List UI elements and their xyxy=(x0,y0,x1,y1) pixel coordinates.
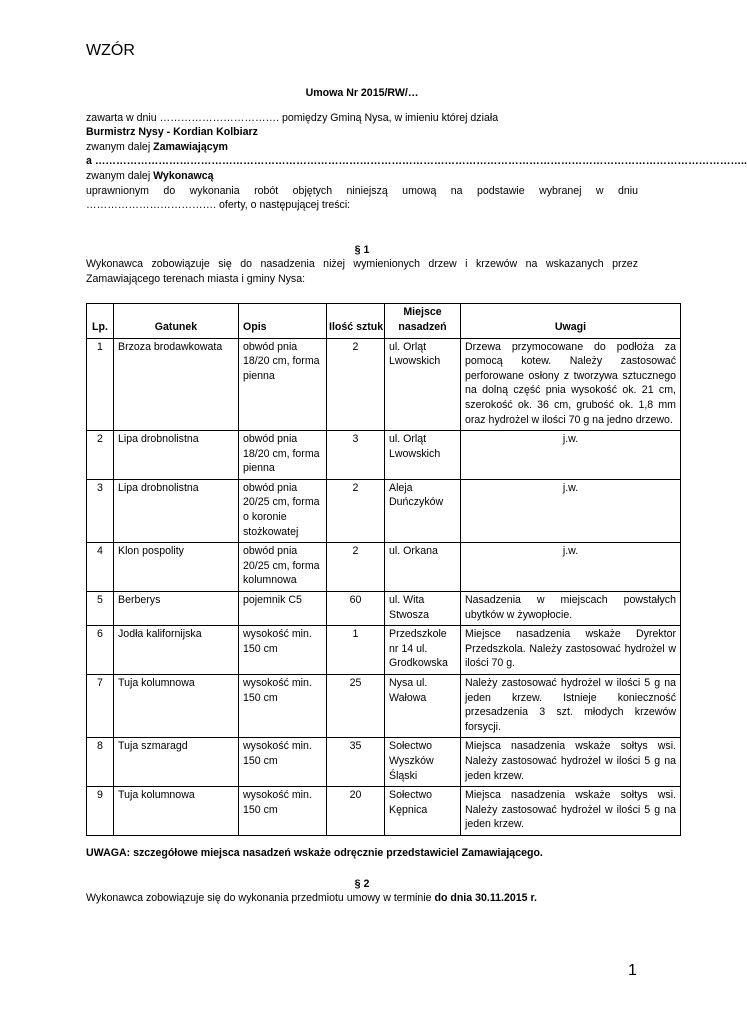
intro-contractor-prefix: zwanym dalej xyxy=(86,169,154,182)
header-gatunek: Gatunek xyxy=(114,303,239,338)
cell-miejsce: Sołectwo Kępnica xyxy=(385,787,461,836)
cell-miejsce: Sołectwo Wyszków Śląski xyxy=(385,738,461,787)
table-row xyxy=(87,787,681,836)
cell-lp: 5 xyxy=(87,592,114,626)
cell-ilosc: 1 xyxy=(327,626,385,675)
header-lp: Lp. xyxy=(87,303,114,338)
section-2-deadline: do dnia 30.11.2015 r. xyxy=(434,892,537,905)
cell-gatunek: Brzoza brodawkowata xyxy=(114,338,239,431)
cell-uwagi: j.w. xyxy=(461,479,681,542)
table-row xyxy=(87,592,681,626)
cell-opis: wysokość min. 150 cm xyxy=(239,675,327,738)
template-label: WZÓR xyxy=(86,42,135,59)
cell-ilosc: 60 xyxy=(327,592,385,626)
cell-uwagi: Nasadzenia w miejscach powstałych ubytków w żywopłocie. xyxy=(461,592,681,626)
cell-gatunek: Tuja kolumnowa xyxy=(114,787,239,836)
cell-gatunek: Tuja kolumnowa xyxy=(114,675,239,738)
header-opis: Opis xyxy=(239,303,327,338)
cell-opis: obwód pnia 20/25 cm, forma o koronie stożkowatej xyxy=(239,479,327,542)
cell-lp: 2 xyxy=(87,431,114,480)
cell-opis: obwód pnia 18/20 cm, forma pienna xyxy=(239,338,327,431)
planting-table xyxy=(86,303,681,836)
cell-miejsce: Przedszkole nr 14 ul. Grodkowska xyxy=(385,626,461,675)
cell-gatunek: Lipa drobnolistna xyxy=(114,479,239,542)
cell-ilosc: 25 xyxy=(327,675,385,738)
intro-client-prefix: zwanym dalej xyxy=(86,140,154,153)
table-row xyxy=(87,431,681,480)
section-2-text xyxy=(86,891,638,906)
intro-line-client xyxy=(86,140,638,155)
section-1-text-line2: Zamawiającego terenach miasta i gminy Nysa: xyxy=(86,272,306,285)
contract-title: Umowa Nr 2015/RW/… xyxy=(305,87,419,99)
intro-contractor-term: Wykonawcą xyxy=(153,169,214,182)
cell-ilosc: 2 xyxy=(327,543,385,592)
section-2-heading: § 2 xyxy=(354,877,370,890)
cell-uwagi: j.w. xyxy=(461,543,681,592)
cell-miejsce: ul. Orkana xyxy=(385,543,461,592)
cell-ilosc: 20 xyxy=(327,787,385,836)
section-2-text-prefix: Wykonawca zobowiązuje się do wykonania przedmiotu umowy w terminie xyxy=(86,892,435,905)
cell-miejsce: ul. Wita Stwosza xyxy=(385,592,461,626)
cell-ilosc: 2 xyxy=(327,479,385,542)
intro-client-term: Zamawiającym xyxy=(153,140,228,153)
table-row xyxy=(87,675,681,738)
cell-miejsce: Nysa ul. Wałowa xyxy=(385,675,461,738)
cell-opis: wysokość min. 150 cm xyxy=(239,787,327,836)
table-row xyxy=(87,626,681,675)
cell-opis: wysokość min. 150 cm xyxy=(239,738,327,787)
cell-miejsce: ul. Orląt Lwowskich xyxy=(385,431,461,480)
table-row xyxy=(87,479,681,542)
cell-miejsce: Aleja Duńczyków xyxy=(385,479,461,542)
cell-lp: 3 xyxy=(87,479,114,542)
cell-uwagi: Miejsca nasadzenia wskaże sołtys wsi. Należy zastosować hydrożel w ilości 5 g na jeden krzew. xyxy=(461,787,681,836)
cell-uwagi: Miejsca nasadzenia wskaże sołtys wsi. Należy zastosować hydrożel w ilości 5 g na jeden krzew. xyxy=(461,738,681,787)
cell-miejsce: ul. Orląt Lwowskich xyxy=(385,338,461,431)
cell-uwagi: j.w. xyxy=(461,431,681,480)
table-header-row xyxy=(87,303,681,338)
section-1-text-line1: Wykonawca zobowiązuje się do nasadzenia niżej wymienionych drzew i krzewów na wskazanych przez xyxy=(86,258,638,271)
cell-uwagi: Miejsce nasadzenia wskaże Dyrektor Przedszkola. Należy zastosować hydrożel w ilości 70 g. xyxy=(461,626,681,675)
cell-uwagi: Drzewa przymocowane do podłoża za pomocą kotew. Należy zastosować perforowane osłony z tworzywa sztucznego na dolną część pnia wysokość ok. 21 cm, szerokość ok. 36 cm, grubość ok. 1,8 mm oraz hydrożel w ilości 70 g na jedno drzewo. xyxy=(461,338,681,431)
cell-gatunek: Jodła kalifornijska xyxy=(114,626,239,675)
header-uwagi: Uwagi xyxy=(461,303,681,338)
cell-lp: 4 xyxy=(87,543,114,592)
intro-line-contractor-blank: a ………………………………………………………………………………………………………………………………………………………………….. xyxy=(86,155,747,168)
cell-ilosc: 3 xyxy=(327,431,385,480)
table-row xyxy=(87,338,681,431)
cell-gatunek: Klon pospolity xyxy=(114,543,239,592)
cell-lp: 8 xyxy=(87,738,114,787)
intro-line-mayor: Burmistrz Nysy - Kordian Kolbiarz xyxy=(86,126,258,139)
cell-gatunek: Lipa drobnolistna xyxy=(114,431,239,480)
planting-note: UWAGA: szczegółowe miejsca nasadzeń wskaże odręcznie przedstawiciel Zamawiającego. xyxy=(86,846,543,859)
cell-opis: pojemnik C5 xyxy=(239,592,327,626)
cell-opis: obwód pnia 18/20 cm, forma pienna xyxy=(239,431,327,480)
cell-gatunek: Berberys xyxy=(114,592,239,626)
table-row xyxy=(87,738,681,787)
cell-ilosc: 35 xyxy=(327,738,385,787)
table-row xyxy=(87,543,681,592)
intro-line-date: zawarta w dniu ……………………………. pomiędzy Gminą Nysa, w imieniu której działa xyxy=(86,111,499,124)
section-1-heading: § 1 xyxy=(354,243,370,256)
page-number: 1 xyxy=(628,962,637,979)
cell-opis: obwód pnia 20/25 cm, forma kolumnowa xyxy=(239,543,327,592)
cell-uwagi: Należy zastosować hydrożel w ilości 5 g na jeden krzew. Istnieje konieczność przesadzenia 3 szt. młodych krzewów forsycji. xyxy=(461,675,681,738)
intro-line-contractor xyxy=(86,169,638,184)
cell-gatunek: Tuja szmaragd xyxy=(114,738,239,787)
cell-lp: 7 xyxy=(87,675,114,738)
intro-line-authorized: uprawnionym do wykonania robót objętych niniejszą umową na podstawie wybranej w dniu xyxy=(86,184,638,197)
document-body xyxy=(86,86,747,906)
intro-line-offer: ………………………………. oferty, o następującej treści: xyxy=(86,199,351,212)
header-ilosc: Ilość sztuk xyxy=(327,303,385,338)
cell-ilosc: 2 xyxy=(327,338,385,431)
header-miejsce: Miejsce nasadzeń xyxy=(385,303,461,338)
cell-opis: wysokość min. 150 cm xyxy=(239,626,327,675)
cell-lp: 9 xyxy=(87,787,114,836)
cell-lp: 6 xyxy=(87,626,114,675)
cell-lp: 1 xyxy=(87,338,114,431)
